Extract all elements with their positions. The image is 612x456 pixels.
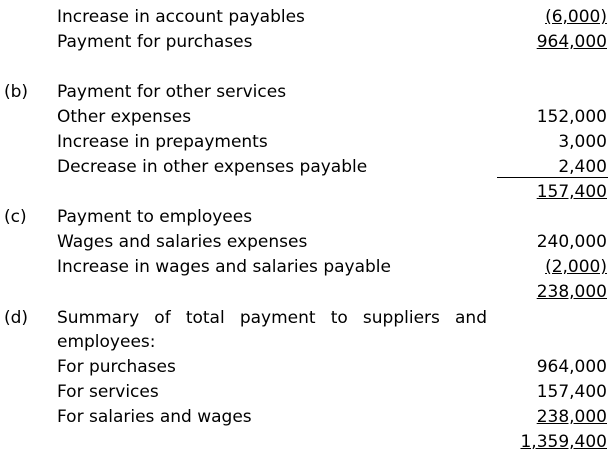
row-label: Payment for purchases [57,32,253,52]
row-amount: 157,400 [536,382,607,402]
row-label: Wages and salaries expenses [57,232,308,252]
section-total-d: 1,359,400 [520,432,607,452]
row-label: For services [57,382,159,402]
row-label: Other expenses [57,107,192,127]
section-heading-d-line2: employees: [57,332,156,352]
row-amount: 238,000 [536,407,607,427]
row-amount: 240,000 [536,232,607,252]
section-heading-b: Payment for other services [57,82,287,102]
row-label: Increase in prepayments [57,132,268,152]
subtotal-rule [497,177,608,178]
row-amount: 3,000 [558,132,607,152]
row-amount: 2,400 [558,157,607,177]
section-total-c: 238,000 [536,282,607,302]
section-heading-d-line1: Summary of total payment to suppliers and [57,308,487,328]
row-label: For purchases [57,357,176,377]
row-amount: (6,000) [545,7,607,27]
row-label: Increase in account payables [57,7,305,27]
row-label: Increase in wages and salaries payable [57,257,391,277]
section-marker-b: (b) [4,82,29,102]
row-label: Decrease in other expenses payable [57,157,368,177]
row-amount: 152,000 [536,107,607,127]
section-total-b: 157,400 [536,182,607,202]
row-amount: 964,000 [536,32,607,52]
row-amount: 964,000 [536,357,607,377]
section-marker-d: (d) [4,308,29,328]
row-amount: (2,000) [545,257,607,277]
section-heading-c: Payment to employees [57,207,253,227]
section-marker-c: (c) [4,207,27,227]
row-label: For salaries and wages [57,407,252,427]
